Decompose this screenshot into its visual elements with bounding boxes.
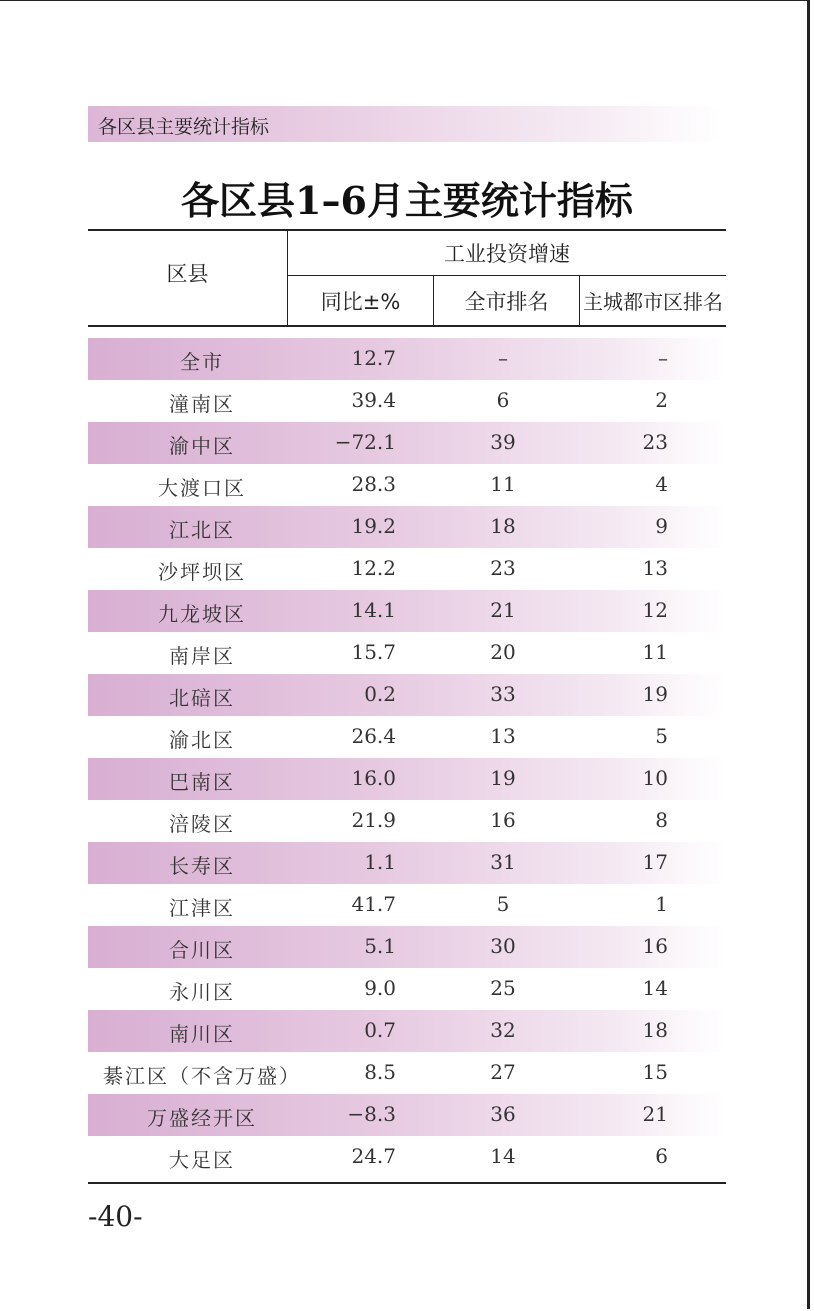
table-row: [88, 926, 726, 968]
header-city-rank: 全市排名: [464, 290, 549, 314]
table-row: [88, 674, 726, 716]
cell-main-urban-rank: 15: [642, 1060, 668, 1084]
table-bottom-rule: [88, 1182, 726, 1184]
table-top-rule: [88, 229, 726, 231]
cell-yoy: 1.1: [364, 850, 396, 874]
cell-main-urban-rank: 21: [642, 1102, 668, 1126]
cell-yoy: 39.4: [351, 388, 396, 412]
cell-main-urban-rank: 4: [655, 472, 668, 496]
cell-county: 万盛经开区: [147, 1106, 257, 1130]
table-row: [88, 590, 726, 632]
cell-city-rank: 19: [490, 766, 516, 790]
cell-city-rank: 21: [490, 598, 516, 622]
cell-county: 巴南区: [169, 770, 235, 794]
cell-county: 大足区: [169, 1148, 235, 1172]
cell-yoy: 15.7: [351, 640, 396, 664]
cell-county: 沙坪坝区: [158, 560, 246, 584]
table-row: [88, 884, 726, 926]
cell-city-rank: 6: [496, 388, 510, 412]
table-row: [88, 800, 726, 842]
cell-county: 合川区: [169, 938, 235, 962]
cell-city-rank: 23: [490, 556, 516, 580]
cell-main-urban-rank: 17: [642, 850, 668, 874]
cell-city-rank: 20: [490, 640, 516, 664]
cell-yoy: 19.2: [351, 514, 396, 538]
cell-county: 长寿区: [169, 854, 235, 878]
cell-county: 潼南区: [169, 392, 235, 416]
cell-yoy: −72.1: [334, 430, 396, 454]
cell-yoy: 0.2: [364, 682, 396, 706]
cell-yoy: 12.2: [351, 556, 396, 580]
table-row: [88, 1094, 726, 1136]
cell-city-rank: 39: [490, 430, 516, 454]
cell-main-urban-rank: 19: [642, 682, 668, 706]
table-row: [88, 338, 726, 380]
cell-yoy: 5.1: [364, 934, 396, 958]
table-row: [88, 548, 726, 590]
cell-city-rank: 11: [490, 472, 516, 496]
cell-city-rank: 36: [490, 1102, 516, 1126]
cell-main-urban-rank: 16: [642, 934, 668, 958]
cell-city-rank: 18: [490, 514, 516, 538]
table-body: [88, 338, 726, 1178]
cell-yoy: 28.3: [351, 472, 396, 496]
section-label: 各区县主要统计指标: [98, 116, 270, 138]
cell-main-urban-rank: 12: [642, 598, 668, 622]
cell-main-urban-rank: 2: [655, 388, 668, 412]
cell-city-rank: 33: [490, 682, 516, 706]
cell-city-rank: 5: [496, 892, 510, 916]
table-row: [88, 716, 726, 758]
table-row: [88, 380, 726, 422]
cell-county: 全市: [180, 350, 224, 374]
header-industrial-investment-growth: 工业投资增速: [444, 242, 570, 266]
cell-city-rank: 30: [490, 934, 516, 958]
table-row: [88, 632, 726, 674]
cell-yoy: 26.4: [351, 724, 396, 748]
table-row: [88, 842, 726, 884]
cell-county: 涪陵区: [169, 812, 235, 836]
cell-county: 江津区: [169, 896, 235, 920]
cell-county: 南川区: [169, 1022, 235, 1046]
table-row: [88, 1136, 726, 1178]
cell-main-urban-rank: 8: [655, 808, 668, 832]
cell-yoy: 24.7: [351, 1144, 396, 1168]
cell-main-urban-rank: 23: [642, 430, 668, 454]
cell-city-rank: 32: [490, 1018, 516, 1042]
table-row: [88, 968, 726, 1010]
cell-city-rank: 27: [490, 1060, 516, 1084]
cell-county: 北碚区: [169, 686, 235, 710]
cell-yoy: 9.0: [364, 976, 396, 1000]
header-yoy: 同比±%: [320, 290, 401, 314]
cell-main-urban-rank: –: [658, 346, 668, 370]
header-county: 区县: [166, 262, 209, 286]
cell-city-rank: 13: [490, 724, 516, 748]
cell-yoy: 12.7: [351, 346, 396, 370]
cell-yoy: 41.7: [351, 892, 396, 916]
header-mid-rule: [287, 275, 726, 276]
table-row: [88, 758, 726, 800]
cell-city-rank: –: [498, 346, 508, 370]
cell-county: 永川区: [169, 980, 235, 1004]
cell-main-urban-rank: 6: [655, 1144, 668, 1168]
table-row: [88, 506, 726, 548]
cell-yoy: 14.1: [351, 598, 396, 622]
cell-yoy: 0.7: [364, 1018, 396, 1042]
cell-yoy: 16.0: [351, 766, 396, 790]
cell-county: 大渡口区: [158, 476, 246, 500]
cell-county: 南岸区: [169, 644, 235, 668]
cell-main-urban-rank: 11: [642, 640, 668, 664]
table-row: [88, 1052, 726, 1094]
cell-main-urban-rank: 9: [655, 514, 668, 538]
cell-main-urban-rank: 13: [642, 556, 668, 580]
table-title: 各区县1–6月主要统计指标: [181, 178, 633, 223]
cell-yoy: −8.3: [347, 1102, 396, 1126]
cell-main-urban-rank: 10: [642, 766, 668, 790]
cell-yoy: 21.9: [351, 808, 396, 832]
table-row: [88, 1010, 726, 1052]
cell-county: 渝北区: [169, 728, 235, 752]
header-bottom-rule: [88, 325, 726, 327]
table-row: [88, 422, 726, 464]
cell-main-urban-rank: 14: [642, 976, 668, 1000]
cell-city-rank: 16: [490, 808, 516, 832]
header-main-urban-rank: 主城都市区排名: [583, 290, 723, 314]
cell-county: 渝中区: [169, 434, 235, 458]
cell-city-rank: 31: [490, 850, 516, 874]
table-row: [88, 464, 726, 506]
cell-main-urban-rank: 5: [655, 724, 668, 748]
cell-city-rank: 14: [490, 1144, 516, 1168]
cell-county: 江北区: [169, 518, 235, 542]
cell-city-rank: 25: [490, 976, 516, 1000]
cell-county: 九龙坡区: [158, 602, 246, 626]
cell-main-urban-rank: 18: [642, 1018, 668, 1042]
cell-main-urban-rank: 1: [655, 892, 668, 916]
cell-county: 綦江区（不含万盛）: [103, 1064, 301, 1088]
page-number: -40-: [88, 1200, 143, 1233]
cell-yoy: 8.5: [364, 1060, 396, 1084]
